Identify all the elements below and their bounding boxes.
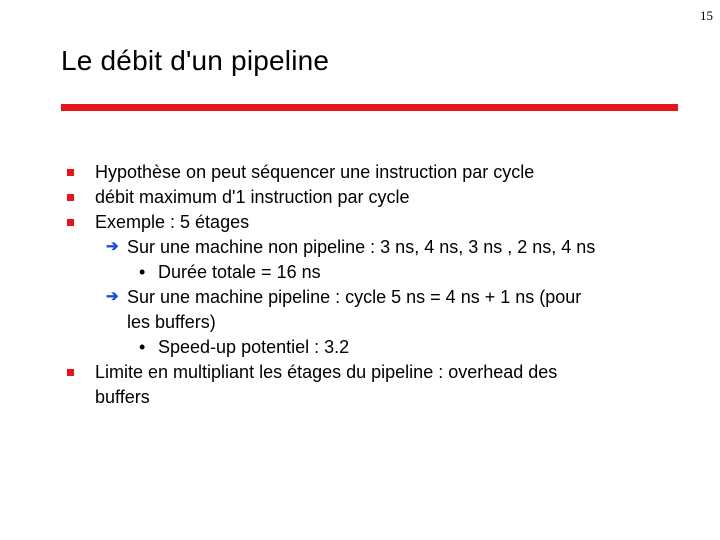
arrow-right-icon: ➔	[106, 288, 119, 305]
bullet-text: Limite en multipliant les étages du pipeline : overhead des	[95, 362, 558, 382]
square-bullet-icon	[67, 194, 74, 201]
bullet-item	[0, 210, 720, 235]
bullet-text: Speed-up potentiel : 3.2	[158, 337, 350, 357]
square-bullet-icon	[67, 219, 74, 226]
bullet-text: Sur une machine non pipeline : 3 ns, 4 ns, 3 ns , 2 ns, 4 ns	[127, 237, 596, 257]
square-bullet-icon	[67, 369, 74, 376]
slide-content	[0, 160, 720, 410]
bullet-item	[0, 160, 720, 185]
sub-sub-bullet-item	[0, 260, 720, 285]
sub-sub-bullet-item	[0, 335, 720, 360]
sub-bullet-item	[0, 235, 720, 260]
title-underline	[61, 104, 678, 111]
arrow-right-icon: ➔	[106, 238, 119, 255]
sub-bullet-item	[0, 285, 720, 310]
dot-bullet-icon: •	[139, 337, 146, 357]
bullet-text: Sur une machine pipeline : cycle 5 ns = 4 ns + 1 ns (pour	[127, 287, 582, 307]
slide-title: Le débit d'un pipeline	[61, 45, 330, 76]
bullet-continuation: buffers	[95, 387, 150, 407]
bullet-text: Durée totale = 16 ns	[158, 262, 321, 282]
dot-bullet-icon: •	[139, 262, 146, 282]
bullet-text: débit maximum d'1 instruction par cycle	[95, 187, 410, 207]
bullet-text: Hypothèse on peut séquencer une instruction par cycle	[95, 162, 535, 182]
bullet-item	[0, 185, 720, 210]
square-bullet-icon	[67, 169, 74, 176]
bullet-continuation: les buffers)	[127, 312, 216, 332]
bullet-text: Exemple : 5 étages	[95, 212, 250, 232]
bullet-item	[0, 360, 720, 385]
page-number: 15	[700, 8, 713, 23]
